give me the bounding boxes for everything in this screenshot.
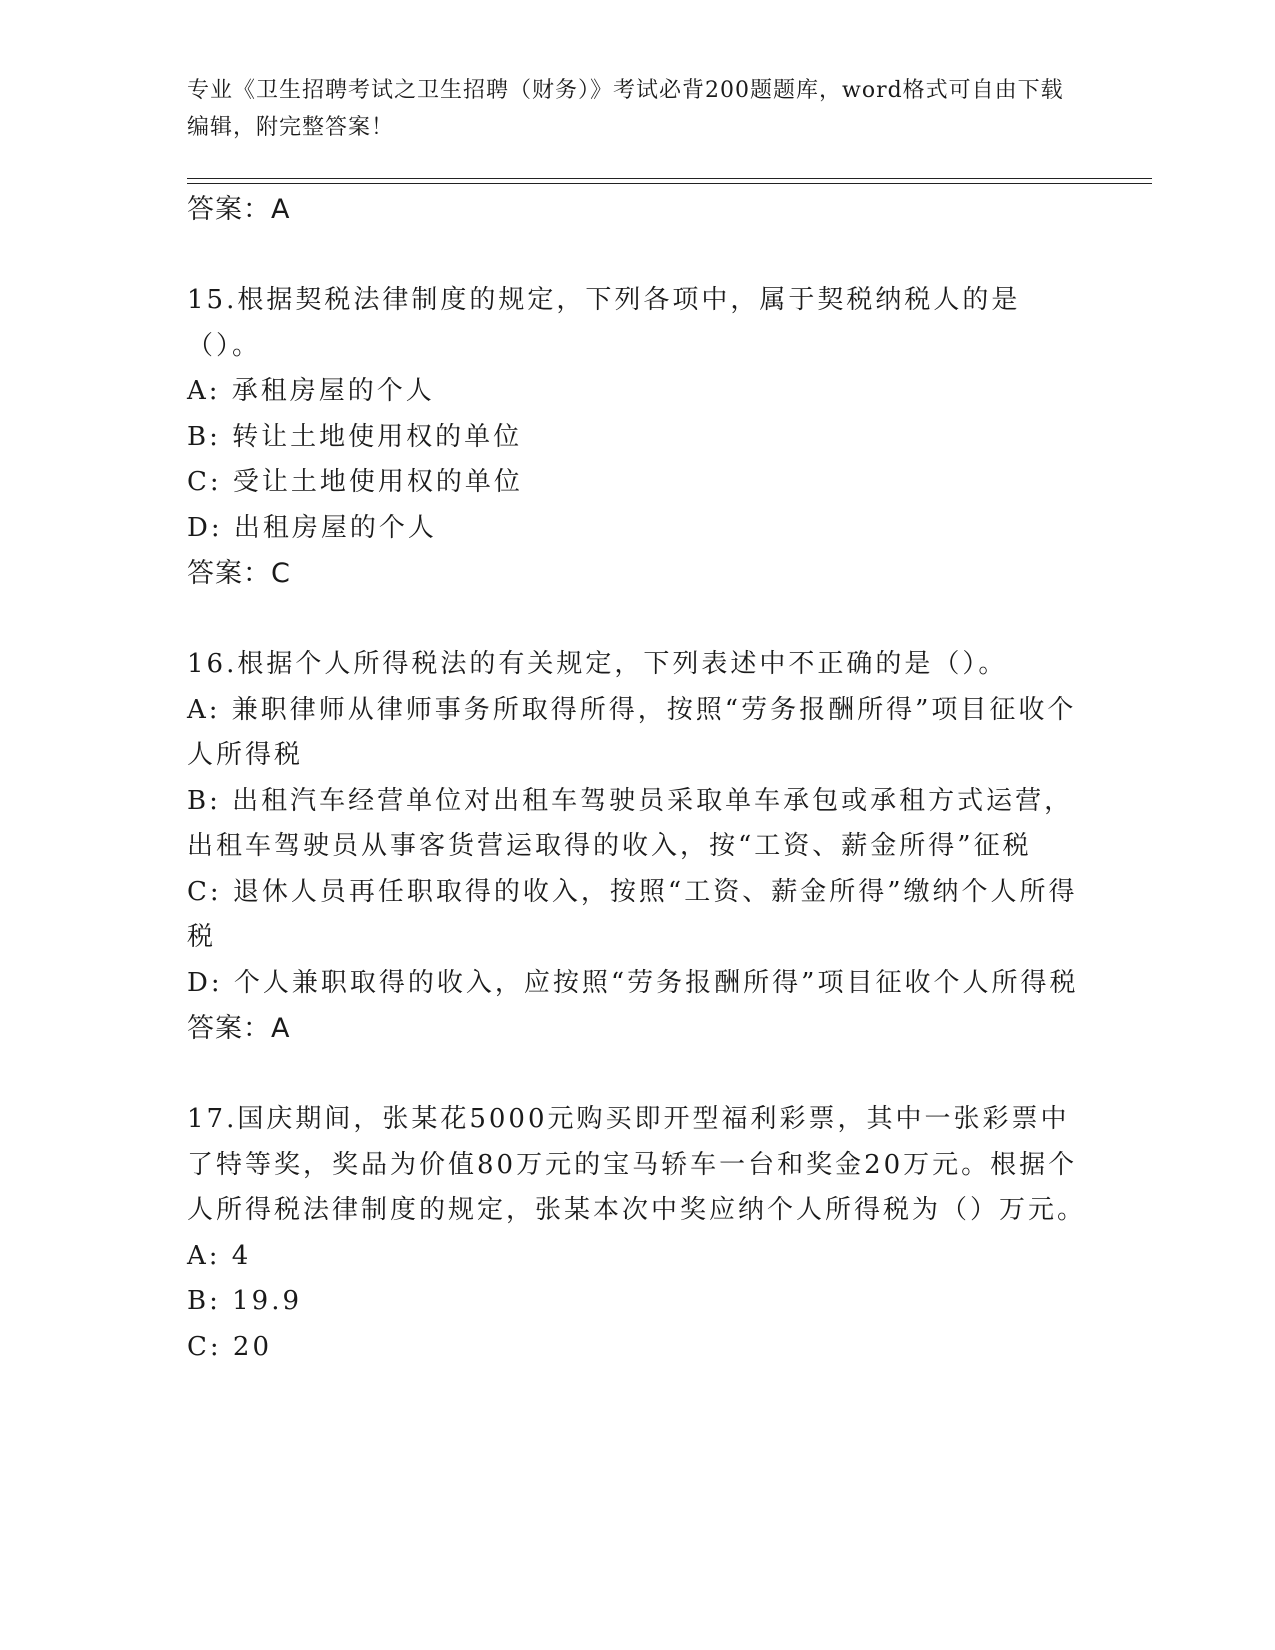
option-b: B: 19.9 (187, 1286, 303, 1316)
option-c: C: 受让土地使用权的单位 (187, 467, 523, 497)
spacer (187, 597, 1087, 642)
header-rule-bottom (187, 183, 1152, 184)
question-17 (187, 1097, 1087, 1370)
option-c: C: 20 (187, 1331, 273, 1362)
header-rule-top (187, 178, 1152, 179)
option-a: A: 兼职律师从律师事务所取得所得，按照“劳务报酬所得”项目征收个人所得税 (187, 694, 1077, 770)
option-b: B: 出租汽车经营单位对出租车驾驶员采取单车承包或承租方式运营，出租车驾驶员从事客货营运取得的收入，按“工资、薪金所得”征税 (187, 785, 1074, 861)
option-d: D: 出租房屋的个人 (187, 512, 437, 543)
question-answer: 答案：C (187, 558, 291, 589)
spacer (187, 233, 1087, 278)
document-body (187, 187, 1087, 1370)
option-a: A: 承租房屋的个人 (187, 376, 435, 406)
previous-answer: 答案：A (187, 194, 291, 225)
question-answer: 答案：A (187, 1013, 291, 1044)
option-d: D: 个人兼职取得的收入，应按照“劳务报酬所得”项目征收个人所得税 (187, 967, 1079, 998)
question-16 (187, 642, 1087, 1052)
header-title: 专业《卫生招聘考试之卫生招聘（财务）》考试必背200题题库，word格式可自由下载编辑，附完整答案！ (187, 78, 1064, 140)
option-b: B: 转让土地使用权的单位 (187, 421, 523, 452)
document-header (187, 72, 1067, 146)
option-c: C: 退休人员再任职取得的收入，按照“工资、薪金所得”缴纳个人所得税 (187, 876, 1078, 952)
question-15 (187, 278, 1087, 597)
question-stem: 17.国庆期间，张某花5000元购买即开型福利彩票，其中一张彩票中了特等奖，奖品为价值80万元的宝马轿车一台和奖金20万元。根据个人所得税法律制度的规定，张某本次中奖应纳个人所得税为（）万元。 (187, 1104, 1087, 1225)
spacer (187, 1052, 1087, 1097)
option-a: A: 4 (187, 1240, 252, 1271)
question-stem: 16.根据个人所得税法的有关规定，下列表述中不正确的是（）。 (187, 649, 1008, 679)
question-stem: 15.根据契税法律制度的规定，下列各项中，属于契税纳税人的是（）。 (187, 285, 1021, 361)
